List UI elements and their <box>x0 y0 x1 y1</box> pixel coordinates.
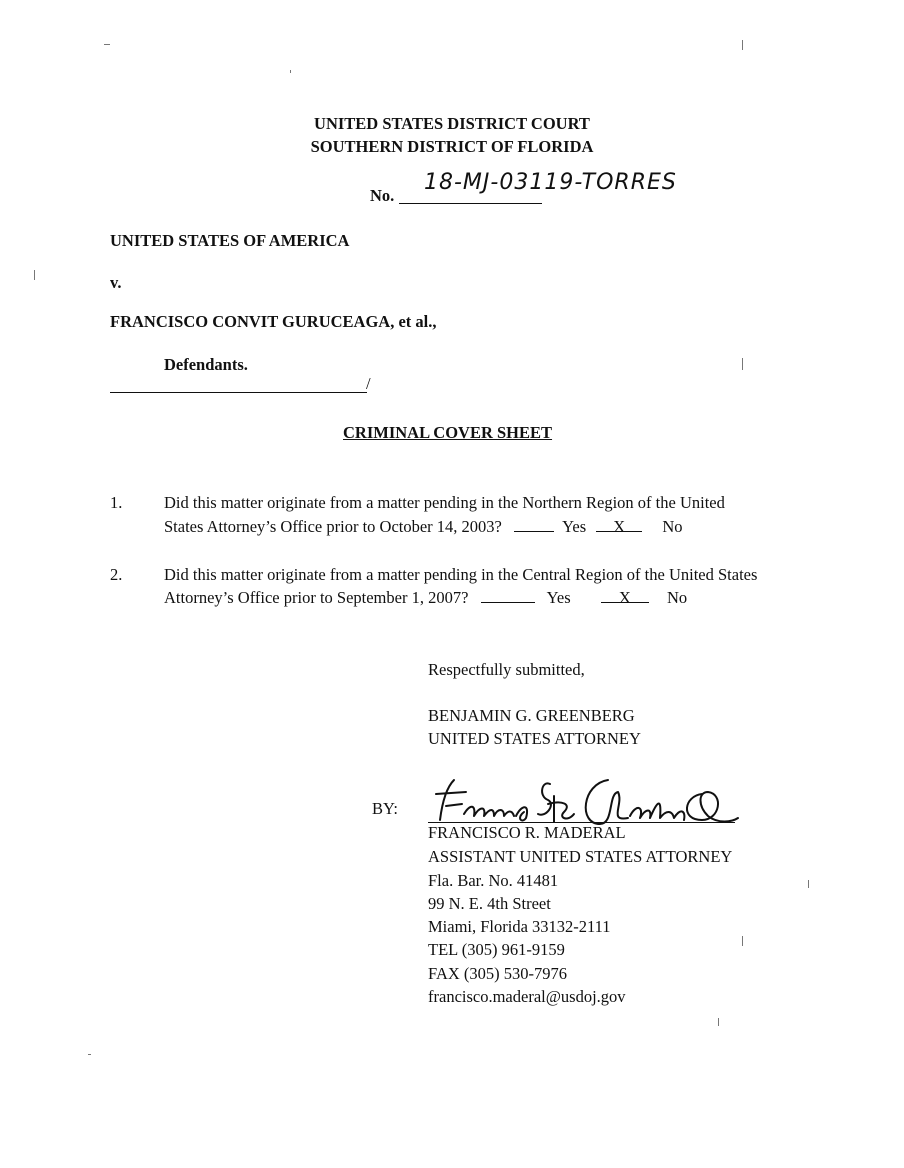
scan-speck <box>104 44 110 45</box>
question-2-text-line2: Attorney’s Office prior to September 1, 2007? <box>164 588 469 607</box>
scan-speck <box>742 936 743 946</box>
address-city: Miami, Florida 33132-2111 <box>428 917 611 936</box>
us-attorney-title: UNITED STATES ATTORNEY <box>428 729 641 748</box>
question-2-text-line1: Did this matter originate from a matter pending in the Central Region of the United States <box>164 565 758 584</box>
question-2-no-blank[interactable]: X <box>601 588 649 603</box>
case-number-underline <box>399 203 542 204</box>
question-2-yes-blank[interactable] <box>481 588 535 603</box>
document-title: CRIMINAL COVER SHEET <box>343 423 553 442</box>
scan-speck <box>742 40 743 50</box>
defendants-label: Defendants. <box>164 355 248 374</box>
address-street: 99 N. E. 4th Street <box>428 894 551 913</box>
question-1-text-line2: States Attorney’s Office prior to October 14, 2003? <box>164 517 502 536</box>
question-2-number: 2. <box>110 565 123 584</box>
question-2-row <box>164 588 687 608</box>
scan-speck <box>742 358 743 370</box>
scan-speck <box>290 70 291 73</box>
telephone: TEL (305) 961-9159 <box>428 940 565 959</box>
email-address: francisco.maderal@usdoj.gov <box>428 987 626 1006</box>
closing-text: Respectfully submitted, <box>428 660 585 679</box>
court-name: UNITED STATES DISTRICT COURT <box>314 114 590 133</box>
question-1-yes-label: Yes <box>562 517 587 536</box>
scan-speck <box>718 1018 719 1026</box>
caption-rule <box>110 392 367 393</box>
question-1-text-line1: Did this matter originate from a matter pending in the Northern Region of the United <box>164 493 725 512</box>
question-2-no-label: No <box>666 588 688 607</box>
fax: FAX (305) 530-7976 <box>428 964 568 983</box>
caption-slash: / <box>366 374 371 393</box>
question-1-number: 1. <box>110 493 123 512</box>
court-district: SOUTHERN DISTRICT OF FLORIDA <box>310 137 594 156</box>
us-attorney-name: BENJAMIN G. GREENBERG <box>428 706 635 725</box>
by-label: BY: <box>372 799 398 818</box>
signer-title: ASSISTANT UNITED STATES ATTORNEY <box>428 847 733 866</box>
defendant-name: FRANCISCO CONVIT GURUCEAGA, et al., <box>110 312 437 331</box>
bar-number: Fla. Bar. No. 41481 <box>428 871 559 890</box>
plaintiff-name: UNITED STATES OF AMERICA <box>110 231 350 250</box>
versus-label: v. <box>110 273 122 292</box>
question-1-yes-blank[interactable] <box>514 517 554 532</box>
scan-speck <box>88 1054 91 1055</box>
question-1-no-blank[interactable]: X <box>596 517 642 532</box>
signer-name: FRANCISCO R. MADERAL <box>428 823 626 842</box>
question-1-row <box>164 517 683 537</box>
scan-speck <box>34 270 35 280</box>
question-2-yes-label: Yes <box>546 588 571 607</box>
case-number-label: No. <box>370 186 395 205</box>
case-number-handwritten: 18-MJ-03119-TORRES <box>424 170 677 195</box>
scan-speck <box>808 880 809 888</box>
question-1-no-label: No <box>662 517 683 536</box>
